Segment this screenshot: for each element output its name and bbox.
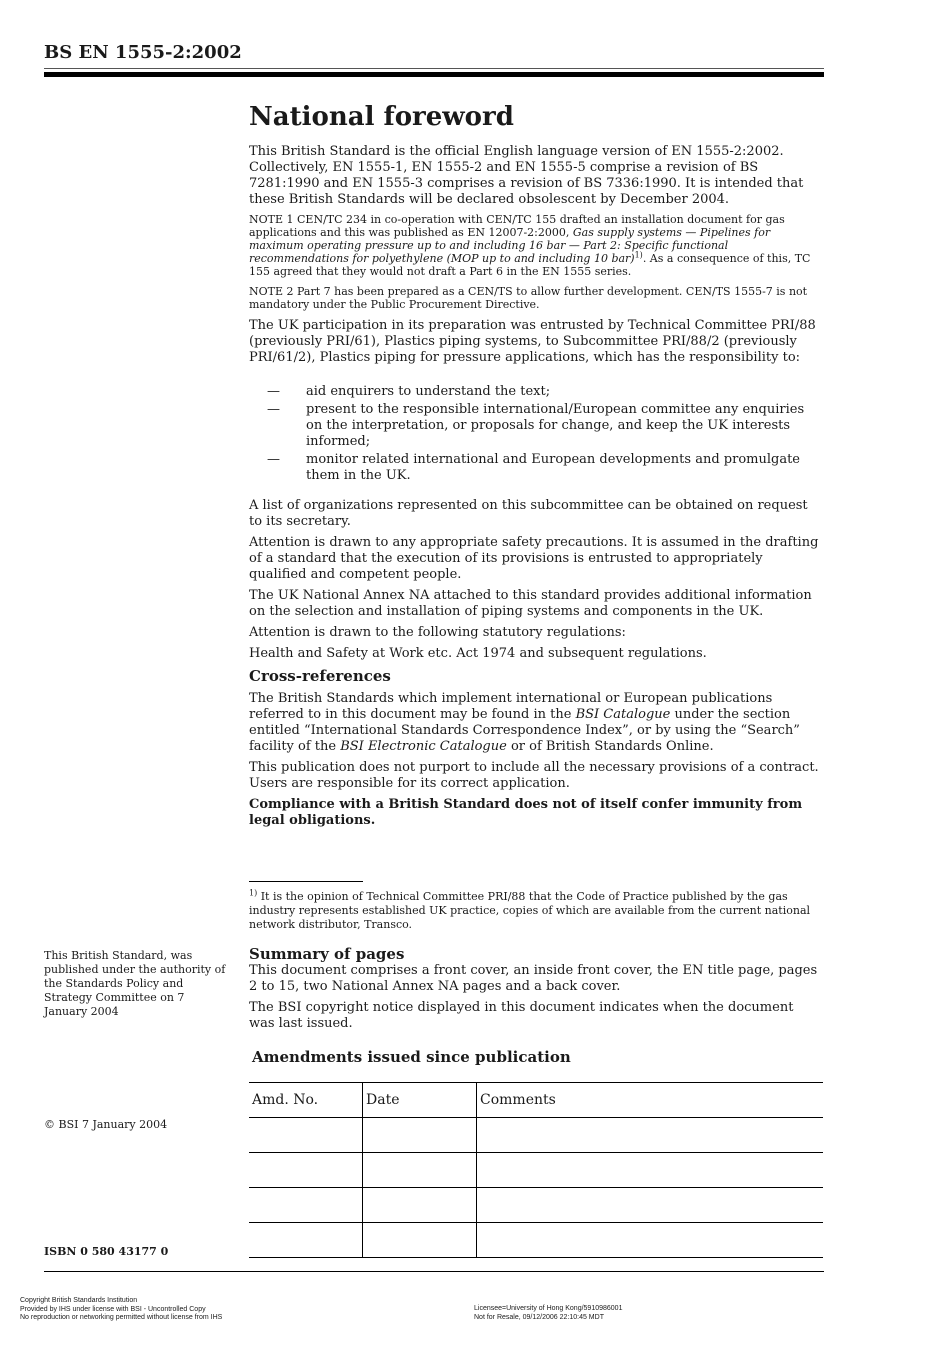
table-cell xyxy=(363,1223,477,1258)
summary-paragraph-2: The BSI copyright notice displayed in this document indicates when the document was last issued. xyxy=(249,1000,794,1031)
foreword-paragraph-6: Attention is drawn to the following statutory regulations: xyxy=(249,625,626,640)
table-cell xyxy=(363,1188,477,1223)
table-row xyxy=(249,1188,823,1223)
table-cell xyxy=(249,1153,363,1188)
crossref-paragraph-1 xyxy=(249,691,823,755)
footnote xyxy=(249,890,819,932)
compliance-statement: Compliance with a British Standard does not of itself confer immunity from legal obligations. xyxy=(249,797,803,828)
column-header-amd-no: Amd. No. xyxy=(249,1083,363,1118)
crossref-text: or of British Standards Online. xyxy=(506,739,714,754)
document-id: BS EN 1555-2:2002 xyxy=(44,42,242,63)
footnote-mark: 1) xyxy=(249,888,258,898)
table-header-row xyxy=(249,1083,823,1118)
summary-heading: Summary of pages xyxy=(249,945,405,963)
table-cell xyxy=(249,1118,363,1153)
foreword-paragraph-3: A list of organizations represented on this subcommittee can be obtained on request to its secretary. xyxy=(249,498,808,529)
table-cell xyxy=(363,1153,477,1188)
publication-authority-note: This British Standard, was published under the authority of the Standards Policy and Strategy Committee on 7 January 2004 xyxy=(44,949,226,1018)
table-row xyxy=(249,1118,823,1153)
copyright-notice: © BSI 7 January 2004 xyxy=(44,1118,168,1131)
list-item-text: monitor related international and European developments and promulgate them in the UK. xyxy=(306,452,800,483)
summary-of-pages xyxy=(249,945,823,1037)
footer-line: Provided by IHS under license with BSI - Uncontrolled Copy xyxy=(20,1305,206,1313)
license-footer-right xyxy=(474,1305,622,1322)
responsibility-list xyxy=(249,384,823,484)
foreword-paragraph-1: This British Standard is the official English language version of EN 1555-2:2002. Collectively, EN 1555-1, EN 1555-2 and EN 1555-5 comprise a revision of BS 7281:1990 and EN 1555-3 comprises a revision of BS 7336:1990. It is intended that these British Standards will be declared obsolescent by December 2004. xyxy=(249,144,804,207)
note-1-italic-title: Gas supply systems — Pipelines for maximum operating pressure up to and including 16 bar — Part 2: Specific functional recommendations for polyethylene (MOP up to and including 10 bar) xyxy=(249,226,771,265)
amendments-heading: Amendments issued since publication xyxy=(252,1048,571,1066)
foreword-paragraph-2: The UK participation in its preparation was entrusted by Technical Committee PRI/88 (previously PRI/61), Plastics piping systems, to Subcommittee PRI/88/2 (previously PRI/61/2), Plastics piping for pressure applications, which has the responsibility to: xyxy=(249,318,816,365)
dash-marker: — xyxy=(267,384,280,399)
table-cell xyxy=(477,1223,824,1258)
dash-marker: — xyxy=(267,402,280,417)
foreword-paragraph-7: Health and Safety at Work etc. Act 1974 and subsequent regulations. xyxy=(249,646,707,661)
note-1-text-end: . As a consequence of this, TC 155 agreed that they would not draft a Part 6 in the EN 1555 series. xyxy=(249,252,811,278)
list-item xyxy=(249,402,823,450)
national-foreword-heading: National foreword xyxy=(249,102,514,132)
bsi-catalogue-title: BSI Catalogue xyxy=(575,707,671,722)
column-header-date: Date xyxy=(363,1083,477,1118)
note-1 xyxy=(249,213,823,278)
note-1-text: NOTE 1 CEN/TC 234 in co-operation with CEN/TC 155 drafted an installation document for gas applications and this was published as EN 12007-2:2000, xyxy=(249,213,785,239)
footer-rule xyxy=(44,1271,824,1272)
header-rule-thin xyxy=(44,68,824,69)
table-cell xyxy=(477,1188,824,1223)
summary-paragraph-1: This document comprises a front cover, an inside front cover, the EN title page, pages 2 to 15, two National Annex NA pages and a back cover. xyxy=(249,963,818,994)
table-cell xyxy=(249,1188,363,1223)
dash-marker: — xyxy=(267,452,280,467)
main-column xyxy=(249,100,823,834)
table-cell xyxy=(477,1153,824,1188)
header-rule-thick xyxy=(44,72,824,77)
list-item-text: present to the responsible international/European committee any enquiries on the interpretation, or proposals for change, and keep the UK interests informed; xyxy=(306,402,805,449)
footer-line: No reproduction or networking permitted without license from IHS xyxy=(20,1314,223,1321)
isbn: ISBN 0 580 43177 0 xyxy=(44,1245,169,1258)
cross-references-heading: Cross-references xyxy=(249,667,391,685)
footnote-text: It is the opinion of Technical Committee PRI/88 that the Code of Practice published by the gas industry represents established UK practice, copies of which are available from the current national network distributor, Transco. xyxy=(249,890,811,931)
bsi-electronic-catalogue-title: BSI Electronic Catalogue xyxy=(340,739,507,754)
column-header-comments: Comments xyxy=(477,1083,824,1118)
table-row xyxy=(249,1153,823,1188)
amendments-table xyxy=(249,1082,823,1258)
footnote-rule xyxy=(249,881,363,882)
footer-line: Licensee=University of Hong Kong/5910986001 xyxy=(474,1305,623,1312)
footer-line: Copyright British Standards Institution xyxy=(20,1297,138,1304)
table-cell xyxy=(477,1118,824,1153)
crossref-text: The British Standards which implement international or European publications referred to in this document may be found in the xyxy=(249,691,773,722)
crossref-paragraph-2: This publication does not purport to include all the necessary provisions of a contract. Users are responsible for its correct application. xyxy=(249,760,819,791)
license-footer-left xyxy=(20,1297,222,1323)
footer-line: Not for Resale, 09/12/2006 22:10:45 MDT xyxy=(474,1313,604,1321)
foreword-paragraph-4: Attention is drawn to any appropriate safety precautions. It is assumed in the drafting of a standard that the execution of its provisions is entrusted to appropriately qualified and competent people. xyxy=(249,535,819,582)
list-item-text: aid enquirers to understand the text; xyxy=(306,384,551,399)
table-cell xyxy=(249,1223,363,1258)
crossref-text: under the section entitled “International Standards Correspondence Index”, or by using the “Search” facility of the xyxy=(249,707,800,754)
note-2: NOTE 2 Part 7 has been prepared as a CEN/TS to allow further development. CEN/TS 1555-7 is not mandatory under the Public Procurement Directive. xyxy=(249,285,808,311)
list-item xyxy=(249,384,823,400)
foreword-paragraph-5: The UK National Annex NA attached to this standard provides additional information on the selection and installation of piping systems and components in the UK. xyxy=(249,588,812,619)
table-row xyxy=(249,1223,823,1258)
list-item xyxy=(249,452,823,484)
footnote-marker[interactable]: 1) xyxy=(634,250,643,260)
table-cell xyxy=(363,1118,477,1153)
